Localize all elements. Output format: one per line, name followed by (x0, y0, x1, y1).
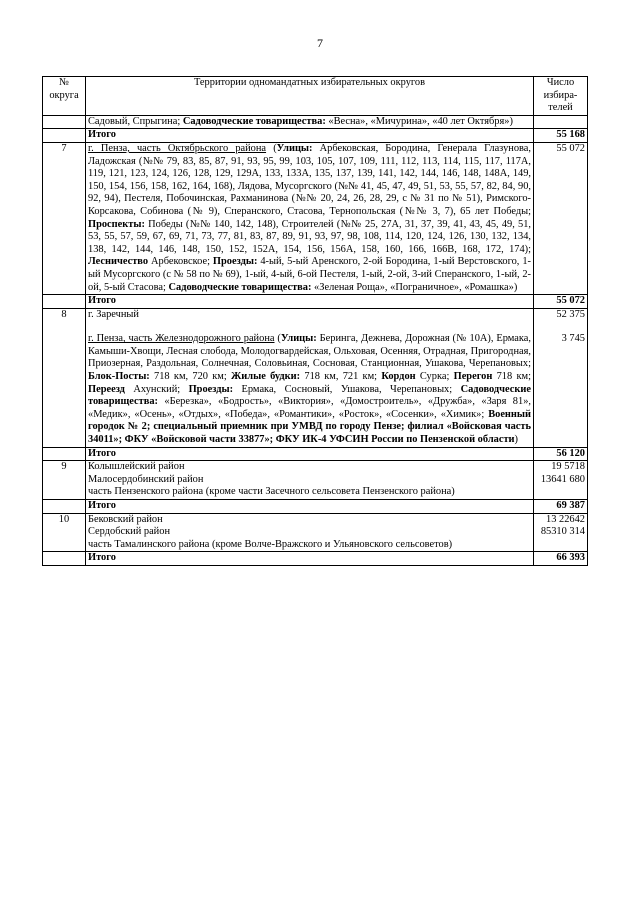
voter-count-cell: 52 375 3 745 (534, 308, 588, 447)
table-header-row (43, 77, 588, 116)
total-label: Итого (86, 552, 534, 566)
total-value: 66 393 (534, 552, 588, 566)
total-value: 69 387 (534, 500, 588, 514)
district-number-cell (43, 115, 86, 129)
header-district-number: № округа (43, 77, 86, 116)
total-value: 56 120 (534, 447, 588, 461)
total-label: Итого (86, 447, 534, 461)
territory-cell: Садовый, Спрыгина; Садоводческие товарищества: «Весна», «Мичурина», «40 лет Октября») (86, 115, 534, 129)
district-number-cell: 8 (43, 308, 86, 447)
voter-count-cell: 19 5718 13641 680 (534, 461, 588, 500)
voter-count-cell: 13 22642 85310 314 (534, 513, 588, 552)
districts-table (42, 76, 588, 566)
header-voter-count: Число избира-телей (534, 77, 588, 116)
table-row (43, 461, 588, 500)
territory-cell: Бековский район Сердобский район часть Тамалинского района (кроме Волче-Вражского и Ульяновского сельсоветов) (86, 513, 534, 552)
total-value: 55 072 (534, 295, 588, 309)
table-row (43, 115, 588, 129)
total-label: Итого (86, 129, 534, 143)
header-territory: Территории одномандатных избирательных округов (86, 77, 534, 116)
total-row (43, 552, 588, 566)
district-number-cell: 9 (43, 461, 86, 500)
total-row (43, 129, 588, 143)
total-row (43, 295, 588, 309)
total-row (43, 500, 588, 514)
total-label: Итого (86, 500, 534, 514)
table-row (43, 142, 588, 294)
territory-cell: г. Пенза, часть Октябрьского района (Улицы: Арбековская, Бородина, Генерала Глазунова, Ладожская (№№ 79, 83, 85, 87, 91, 93, 95, 99, 103, 105, 107, 109, 111, 112, 113, 114, 115, 117, 117А, 119, 121, 123, 124, 126, 128, 129, 129А, 133, 133А, 135, 137, 139, 141, 142, 144, 146, 148, 148А, 149, 150, 154, 156, 158, 162, 164, 168), Лядова, Мусоргского (№№ 41, 45, 47, 49, 51, 53, 55, 57, 82, 84, 90, 92, 94), Пестеля, Побочинская, Рахманинова (№№ 20, 24, 26, 28, 29, с № 31 по № 51), Римского-Корсакова, Собинова (№ 9), Сперанского, Стасова, Тернопольская (№№ 3, 7), 65 лет Победы; Проспекты: Победы (№№ 140, 142, 148), Строителей (№№ 25, 27А, 31, 37, 39, 41, 43, 45, 49, 51, 53, 55, 57, 59, 67, 69, 71, 73, 77, 81, 83, 87, 89, 91, 93, 97, 98, 108, 114, 120, 124, 126, 130, 132, 134, 138, 142, 144, 146, 148, 150, 152, 152А, 154, 156, 156А, 158, 160, 166, 166В, 168, 172, 174); Лесничество Арбековское; Проезды: 4-ый, 5-ый Аренского, 2-ой Бородина, 1-ый Верстовского, 1-ый Мусоргского (с № 58 по № 69), 1-ый, 4-ый, 6-ой Пестеля, 1-ый, 2-ой, 3-ий Сперанского, 1-ый, 2-ой, 5-ый Стасова; Садоводческие товарищества: «Зеленая Роща», «Пограничное», «Ромашка») (86, 142, 534, 294)
total-label: Итого (86, 295, 534, 309)
voter-count-cell (534, 115, 588, 129)
district-number-cell: 7 (43, 142, 86, 294)
district-number-cell: 10 (43, 513, 86, 552)
table-row (43, 513, 588, 552)
territory-cell: Колышлейский район Малосердобинский район часть Пензенского района (кроме части Засечного сельсовета Пензенского района) (86, 461, 534, 500)
page-number: 7 (317, 36, 323, 50)
table-row (43, 308, 588, 447)
total-row (43, 447, 588, 461)
territory-cell: г. Заречный г. Пенза, часть Железнодорожного района (Улицы: Беринга, Дежнева, Дорожная (№ 10А), Ермака, Камыши-Хвощи, Лесная слобода, Молодогвардейская, Ольховая, Осенняя, Отрадная, Пригородная, Приозерная, Раздольная, Солнечная, Соловьиная, Сосновая, Станционная, Ушакова, Черепановых; Блок-Посты: 718 км, 720 км; Жилые будки: 718 км, 721 км; Кордон Сурка; Перегон 718 км; Переезд Ахунский; Проезды: Ермака, Сосновый, Ушакова, Черепановых; Садоводческие товарищества: «Березка», «Бодрость», «Виктория», «Домостроитель», «Дружба», «Заря 81», «Медик», «Осень», «Отдых», «Победа», «Романтики», «Росток», «Сосенки», «Химик»; Военный городок № 2; специальный приемник при УМВД по городу Пензе; филиал «Войсковая часть 34011»; ФКУ «Войсковой части 33877»; ФКУ ИК-4 УФСИН России по Пензенской области) (86, 308, 534, 447)
voter-count-cell: 55 072 (534, 142, 588, 294)
total-value: 55 168 (534, 129, 588, 143)
